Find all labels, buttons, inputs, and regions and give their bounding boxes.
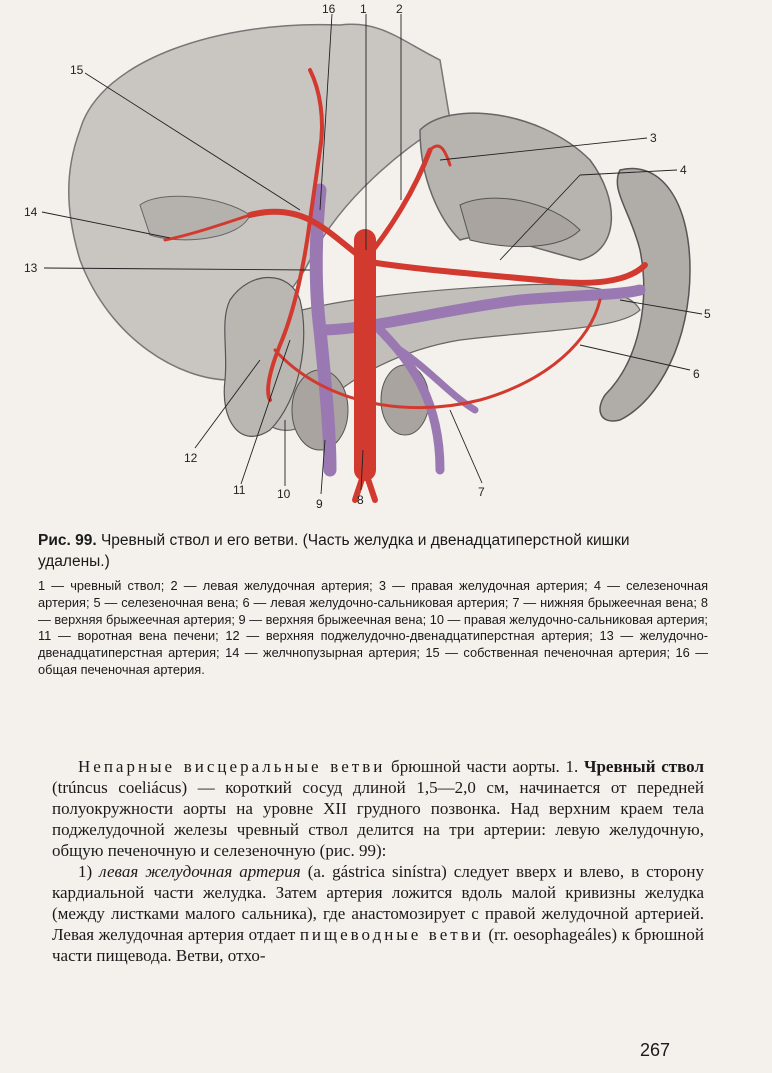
- figure-legend: 1 — чревный ствол; 2 — левая желудочная артерия; 3 — правая желудочная артерия; 4 — селезеночная артерия; 5 — селезеночная вена; 6 — левая желудочно-сальниковая артерия; 7 — нижняя брыжеечная вена; 8 — верхняя брыжеечная артерия; 9 — верхняя брыжеечная вена; 10 — правая желудочно-сальниковая артерия; 11 — воротная вена печени; 12 — верхняя поджелудочно-двенадцатиперстная артерия; 13 — желудочно-двенадцатиперстная артерия; 14 — желчнопузырная артерия; 15 — собственная печеночная артерия; 16 — общая печеночная артерия.: [38, 578, 708, 677]
- spaced-heading: Непарные висцеральные ветви: [78, 757, 386, 776]
- paragraph-2: [52, 861, 704, 966]
- figure-label-15: 15: [70, 63, 84, 77]
- figure-number: Рис. 99.: [38, 532, 97, 549]
- page-number: 267: [640, 1040, 671, 1060]
- figure-label-1: 1: [360, 2, 367, 16]
- figure-label-3: 3: [650, 131, 657, 145]
- term-left-gastric-artery: левая желудочная артерия: [99, 862, 301, 881]
- paragraph-1: [52, 756, 704, 861]
- anatomy-figure: [20, 0, 740, 520]
- figure-caption-text: Чревный ствол и его ветви. (Часть желудка и двенадцатиперстной кишки удалены.): [38, 532, 630, 570]
- figure-label-11: 11: [233, 483, 246, 497]
- figure-label-16: 16: [322, 2, 336, 16]
- figure-caption: [38, 530, 698, 572]
- figure-label-4: 4: [680, 163, 687, 177]
- figure-label-8: 8: [357, 493, 364, 507]
- figure-label-10: 10: [277, 487, 291, 501]
- paragraph-1-text-b: (trúncus coeliácus) — короткий сосуд длиной 1,5—2,0 см, начинается от передней полуокружности аорты на уровне XII грудного позвонка. Над верхним краем тела поджелудочной железы чревный ствол делится на три артерии: левую желудочную, общую печеночную и селезеночную (рис. 99):: [52, 778, 704, 860]
- figure-label-9: 9: [316, 497, 323, 511]
- figure-label-2: 2: [396, 2, 403, 16]
- figure-label-13: 13: [24, 261, 38, 275]
- term-esophageal-branches: пищеводные ветви: [299, 925, 484, 944]
- bowel-loop-right: [381, 365, 429, 435]
- paragraph-1-text-a: брюшной части аорты. 1.: [385, 757, 584, 776]
- figure-label-7: 7: [478, 485, 485, 499]
- figure-label-6: 6: [693, 367, 700, 381]
- paragraph-2-text-a: 1): [78, 862, 100, 881]
- paragraph-2-text-c: (rr. oesophageáles) к брюшной части пищевода. Ветви, отхо-: [52, 925, 704, 965]
- figure-label-12: 12: [184, 451, 198, 465]
- figure-label-5: 5: [704, 307, 711, 321]
- celiac-trunk-illustration: [20, 0, 740, 520]
- paragraph-2-text-b: (a. gástrica sinístra) следует вверх и влево, в сторону кардиальной части желудка. Затем артерия ложится вдоль малой кривизны желудка (между листками малого сальника), где анастомозирует с правой желудочной артерией. Левая желудочная артерия отдает: [52, 862, 704, 944]
- term-celiac-trunk: Чревный ствол: [583, 757, 704, 776]
- figure-label-14: 14: [24, 205, 38, 219]
- body-text: [52, 756, 704, 966]
